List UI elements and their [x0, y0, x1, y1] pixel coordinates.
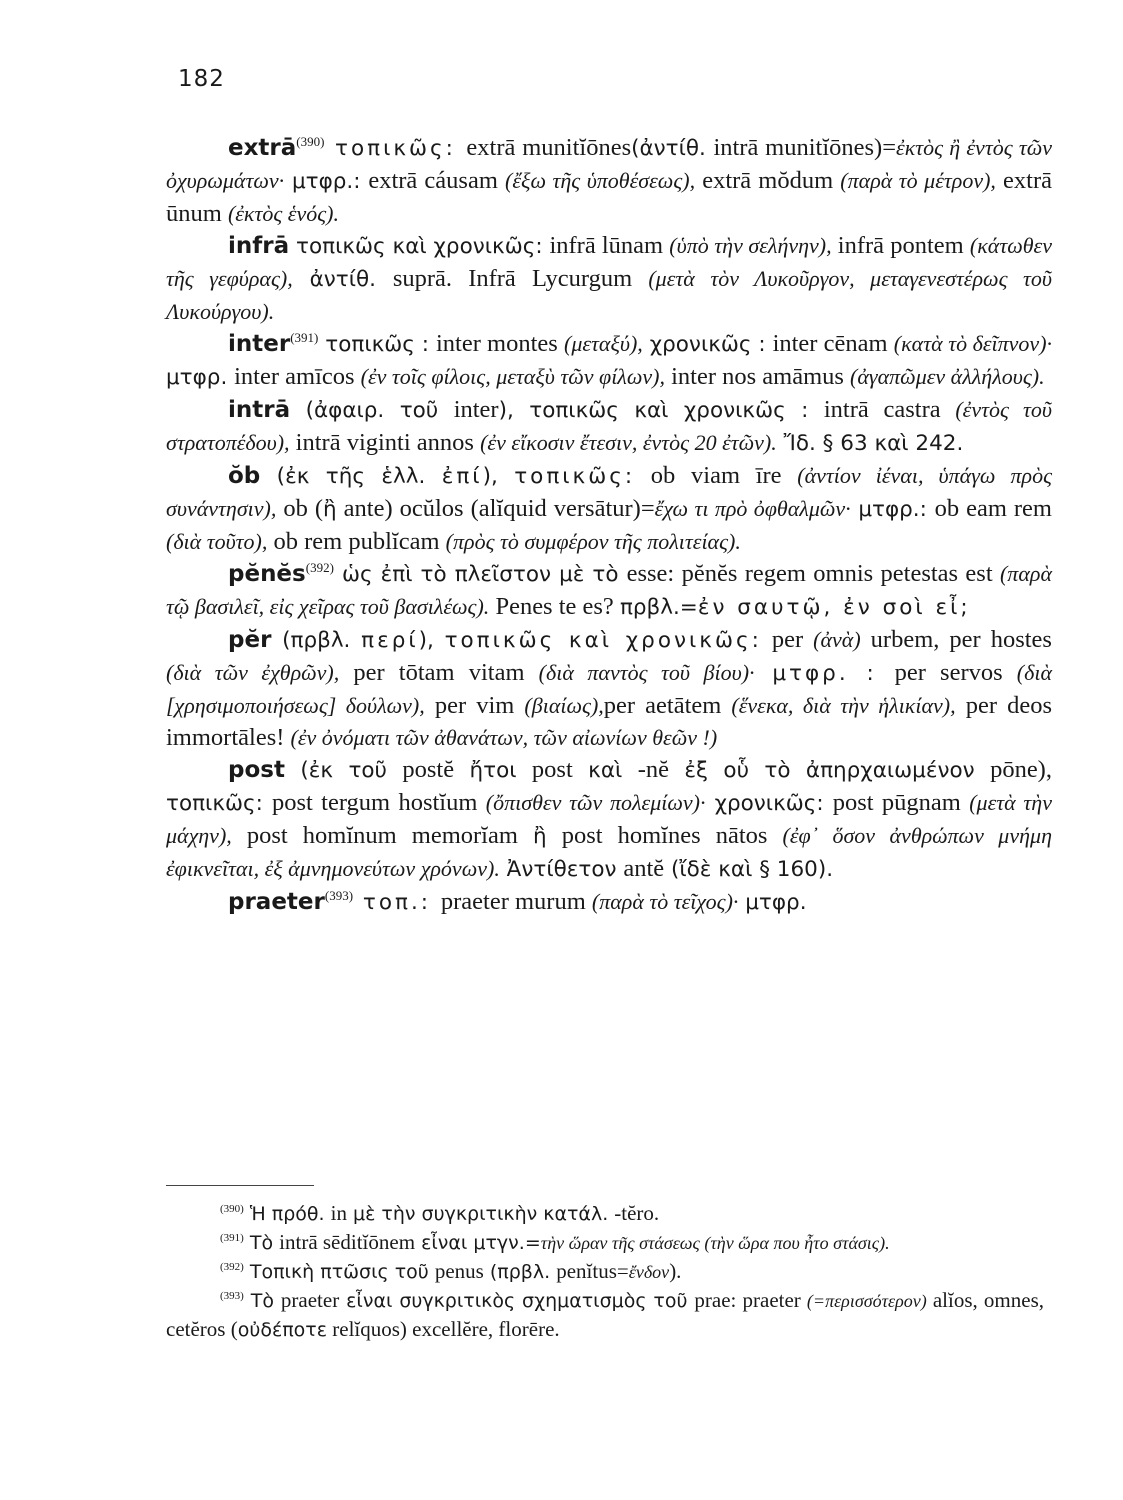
- footnote-text: τὴν ὥραν τῆς στάσεως (τὴν ὥρα που ἦτο στάσις).: [540, 1233, 890, 1253]
- entry-text: esse: pĕnĕs regem omnis petestas est: [626, 560, 1000, 587]
- entry-text: (ἀνὰ): [813, 627, 861, 652]
- entry-text: (ἐφ᾽ ὅσον ἀνθρώπων μνήμη ἐφικνεῖται, ἐξ ἀμνημονεύτων χρόνων).: [166, 823, 1052, 881]
- footnote-text: Ἡ πρόθ.: [243, 1203, 331, 1225]
- entry-text: ), τοπικῶς καὶ χρονικῶς :: [498, 398, 824, 423]
- entry-text: (ἐκτὸς ἑνός).: [227, 201, 339, 226]
- entry-text: (βιαίως),: [524, 693, 604, 718]
- entry-text: ἢ: [532, 824, 547, 849]
- entry-text: ἐπί: [441, 464, 483, 489]
- footnote-mark-number: 391: [223, 1232, 241, 1244]
- entry-text: (ἕνεκα, διὰ τὴν ἡλικίαν),: [731, 693, 956, 718]
- entry-text: μτφρ.:: [284, 169, 369, 194]
- footnote-ref-number: 391: [294, 329, 315, 345]
- footnote-text: Τὸ: [243, 1232, 280, 1254]
- entry-text: antĕ: [623, 855, 665, 882]
- body-text: [166, 132, 1052, 919]
- entry-text: infrā pontem: [831, 232, 970, 259]
- entry-text: ἔχω τι πρὸ ὀφθαλμῶν·: [654, 496, 851, 521]
- entry-text: extrā ūnum: [166, 167, 1052, 227]
- entry-text: (ἐκ τῆς ἑλλ.: [260, 464, 442, 489]
- entry-text: (ἀγαπῶμεν ἀλλήλους).: [850, 364, 1045, 389]
- footnote-text: in: [330, 1201, 347, 1225]
- entry-text: intrā viginti annos: [289, 429, 481, 456]
- entry-lemma: inter: [228, 331, 291, 357]
- entry-text: ἢ: [323, 497, 337, 522]
- entry-text: post: [531, 756, 573, 783]
- entry-text: Ἀντίθετον: [499, 857, 624, 882]
- entry-text: ),: [418, 628, 445, 653]
- entry-text: urbem, per hostes: [860, 626, 1052, 653]
- entry-text: inter montes: [435, 330, 564, 357]
- page-number: 182: [178, 66, 225, 92]
- footnote-ref-number: 392: [310, 559, 330, 575]
- dictionary-entry: [166, 624, 1052, 754]
- entry-text: (διὰ παντὸς τοῦ βίου)·: [538, 660, 755, 685]
- footnote-text: -tĕro.: [614, 1201, 660, 1225]
- entry-text: (ἐν ὀνόματι τῶν ἀθανάτων, τῶν αἰωνίων θεῶν !): [290, 725, 718, 750]
- footnote-ref: (390): [296, 133, 325, 149]
- entry-text: (παρὰ τὸ μέτρον),: [840, 168, 996, 193]
- entry-text: (παρὰ τῷ βασιλεῖ, εἰς χεῖρας τοῦ βασιλέως).: [166, 561, 1052, 619]
- entry-text: τοπικῶς καὶ χρονικῶς:: [289, 234, 550, 259]
- entry-text: infrā lūnam: [549, 232, 670, 259]
- entry-text: καὶ: [572, 758, 638, 783]
- entry-text: (κατὰ τὸ δεῖπνον)·: [893, 331, 1053, 356]
- dictionary-entry: [166, 886, 1052, 919]
- footnote-ref-number: 393: [329, 887, 349, 903]
- entry-text: τοπ.:: [353, 890, 441, 915]
- footnote-ref: (392): [305, 559, 334, 575]
- entry-text: inter nos amāmus: [664, 363, 851, 390]
- entry-lemma: ŏb: [228, 463, 261, 489]
- entry-text: μτφρ.: [738, 890, 807, 915]
- entry-text: per deos immortāles!: [166, 692, 1052, 751]
- entry-text: Penes te es?: [489, 593, 620, 620]
- entry-text: (μετὰ τὸν Λυκοῦργον, μεταγενεστέρως τοῦ Λυκούργου).: [166, 266, 1052, 324]
- footnote-text: prae: praeter: [694, 1288, 807, 1312]
- entry-text: extrā mŏdum: [695, 167, 841, 194]
- entry-lemma: praeter: [228, 889, 325, 915]
- footnote-text: (πρβλ.: [483, 1261, 557, 1283]
- entry-text: ἐκτὸς ἢ ἐντὸς τῶν ὀχυρωμάτων·: [166, 135, 1052, 193]
- entry-text: suprā. Infrā Lycurgum: [392, 265, 649, 292]
- footnote-mark-number: 390: [223, 1203, 241, 1215]
- entry-text: (διὰ [χρησιμοποιήσεως] δούλων),: [166, 660, 1052, 718]
- footnote-text: praeter: [280, 1288, 340, 1312]
- footnote-text: Τὸ: [243, 1290, 281, 1312]
- footnote-text: penĭtus=: [556, 1259, 629, 1283]
- entry-text: ἀντίθ.: [292, 267, 393, 292]
- dictionary-entry: [166, 132, 1052, 230]
- entry-text: μτφρ. :: [754, 661, 895, 686]
- footnote-text: alĭos, omnes, cetĕros (: [166, 1288, 1044, 1341]
- entry-text: Ἴδ. § 63 καὶ 242.: [776, 431, 964, 456]
- entry-text: (ὄπισθεν τῶν πολεμίων)·: [485, 790, 706, 815]
- footnote-text: εἶναι συγκριτικὸς σχηματισμὸς τοῦ: [339, 1290, 695, 1312]
- entry-text: (διὰ τοῦτο),: [166, 529, 268, 554]
- entry-text: (κάτωθεν τῆς γεφύρας),: [166, 233, 1052, 291]
- entry-text: (διὰ τῶν ἐχθρῶν),: [166, 660, 340, 685]
- footnote: [166, 1286, 1044, 1344]
- dictionary-entry: [166, 328, 1052, 394]
- footnote: [166, 1228, 1044, 1257]
- entry-text: (ἐκ τοῦ: [284, 758, 403, 783]
- entry-text: ob rem publĭcam: [267, 528, 446, 555]
- entry-text: inter cēnam: [772, 330, 894, 357]
- entry-text: πρβλ.=: [619, 595, 698, 620]
- entry-text: per servos: [894, 659, 1017, 686]
- footnote-mark-number: 393: [223, 1290, 241, 1302]
- entry-text: (ἀντίον ἰέναι, ὑπάγω πρὸς συνάντησιν),: [166, 463, 1053, 521]
- entry-text: ante) ocŭlos (alĭquid versātur)=: [336, 495, 655, 522]
- entry-text: (ἐν τοῖς φίλοις, μεταξὺ τῶν φίλων),: [360, 364, 665, 389]
- entry-text: pōne),: [990, 756, 1052, 783]
- footnote: [166, 1199, 1044, 1228]
- dictionary-entry: [166, 230, 1052, 328]
- entry-lemma: pĕr: [228, 627, 272, 653]
- entry-text: περί: [361, 628, 419, 653]
- entry-text: (μεταξύ),: [564, 331, 643, 356]
- entry-text: postĕ: [402, 756, 455, 783]
- entry-lemma: intrā: [228, 397, 291, 423]
- entry-text: (μετὰ τὴν μάχην),: [166, 790, 1052, 848]
- entry-text: post homĭnes nātos: [546, 822, 783, 849]
- entry-text: (ἴδὲ καὶ § 160).: [664, 857, 834, 882]
- entry-text: (πρβλ.: [271, 628, 362, 653]
- entry-text: μτφρ.: [166, 365, 235, 390]
- entry-text: (ἀντίθ.: [631, 136, 714, 161]
- footnote-ref-number: 390: [300, 133, 321, 149]
- entry-text: (ἔξω τῆς ὑποθέσεως),: [505, 168, 696, 193]
- footnote-mark: (391): [220, 1232, 244, 1244]
- entry-text: inter amīcos: [234, 363, 361, 390]
- entry-text: praeter murum: [440, 888, 592, 915]
- entry-text: post homĭnum memorĭam: [231, 822, 533, 849]
- entry-text: μτφρ.:: [850, 497, 935, 522]
- dictionary-entry: [166, 394, 1052, 460]
- footnote-text: relĭquos) excellĕre, florēre.: [327, 1317, 560, 1341]
- entry-text: extrā munitĭōnes: [466, 134, 632, 161]
- entry-text: post pūgnam: [832, 789, 970, 816]
- entry-text: ἐν σαυτῷ, ἐν σοὶ εἶ;: [697, 595, 971, 620]
- footnotes: [166, 1199, 1044, 1344]
- footnote-text: Τοπικὴ πτῶσις τοῦ: [243, 1261, 435, 1283]
- footnote-text: intrā sēditĭōnem: [279, 1230, 416, 1254]
- entry-text: -nĕ: [637, 756, 669, 783]
- entry-text: intrā munitĭōnes)=: [713, 134, 897, 161]
- entry-text: per vim: [424, 692, 525, 719]
- entry-text: τοπικῶς:: [514, 464, 636, 489]
- footnote-ref: (393): [324, 887, 354, 903]
- dictionary-entry: [166, 754, 1052, 886]
- entry-text: ob (: [276, 495, 324, 522]
- entry-text: ),: [482, 464, 515, 489]
- entry-text: per tōtam vitam: [339, 659, 539, 686]
- entry-lemma: pĕnĕs: [228, 561, 306, 587]
- entry-text: χρονικῶς:: [705, 791, 833, 816]
- footnote-ref: (391): [290, 329, 319, 345]
- entry-lemma: extrā: [228, 135, 297, 161]
- entry-text: τοπικῶς καὶ χρονικῶς:: [444, 628, 762, 653]
- dictionary-entry: [166, 558, 1052, 624]
- footnote-text: ἔνδον: [628, 1262, 670, 1282]
- footnote-rule: [166, 1185, 314, 1186]
- footnote-mark-number: 392: [223, 1261, 241, 1273]
- entry-text: (ἐν εἴκοσιν ἔτεσιν, ἐντὸς 20 ἐτῶν).: [480, 430, 777, 455]
- entry-text: (παρὰ τὸ τεῖχος)·: [591, 889, 739, 914]
- footnote-text: (=περισσότερον): [806, 1291, 927, 1311]
- footnote-text: μὲ τὴν συγκριτικὴν κατάλ.: [346, 1203, 615, 1225]
- footnote-text: ).: [669, 1259, 682, 1283]
- entry-text: τοπικῶς:: [166, 791, 272, 816]
- footnote-text: penus: [434, 1259, 484, 1283]
- entry-text: (πρὸς τὸ συμφέρον τῆς πολιτείας).: [445, 529, 741, 554]
- dictionary-entry: [166, 460, 1052, 558]
- entry-lemma: infrā: [228, 233, 290, 259]
- entry-text: τοπικῶς :: [318, 332, 436, 357]
- entry-text: ἐξ οὗ τὸ ἀπηρχαιωμένον: [669, 758, 991, 783]
- entry-text: extrā cáusam: [368, 167, 506, 194]
- entry-text: per aetātem: [603, 692, 732, 719]
- entry-text: inter: [453, 396, 499, 423]
- entry-text: per: [761, 626, 814, 653]
- footnote: [166, 1257, 1044, 1286]
- entry-text: ὡς ἐπὶ τὸ πλεῖστον μὲ τὸ: [333, 562, 627, 587]
- entry-text: post tergum hostĭum: [271, 789, 486, 816]
- entry-text: χρονικῶς :: [642, 332, 773, 357]
- entry-text: ob eam rem: [934, 495, 1052, 522]
- entry-lemma: post: [228, 757, 285, 783]
- footnote-mark: (393): [220, 1290, 244, 1302]
- entry-text: (ἀφαιρ. τοῦ: [290, 398, 454, 423]
- footnote-text: εἶναι μτγν.=: [415, 1232, 541, 1254]
- footnote-mark: (392): [220, 1261, 244, 1273]
- entry-text: ob viam īre: [635, 462, 798, 489]
- entry-text: (ὑπὸ τὴν σελήνην),: [669, 233, 832, 258]
- entry-text: ἤτοι: [454, 758, 532, 783]
- footnote-mark: (390): [220, 1203, 244, 1215]
- entry-text: τοπικῶς:: [324, 136, 467, 161]
- footnote-text: οὐδέποτε: [237, 1319, 328, 1341]
- entry-text: (ἐντὸς τοῦ στρατοπέδου),: [166, 397, 1052, 455]
- entry-text: intrā castra: [823, 396, 956, 423]
